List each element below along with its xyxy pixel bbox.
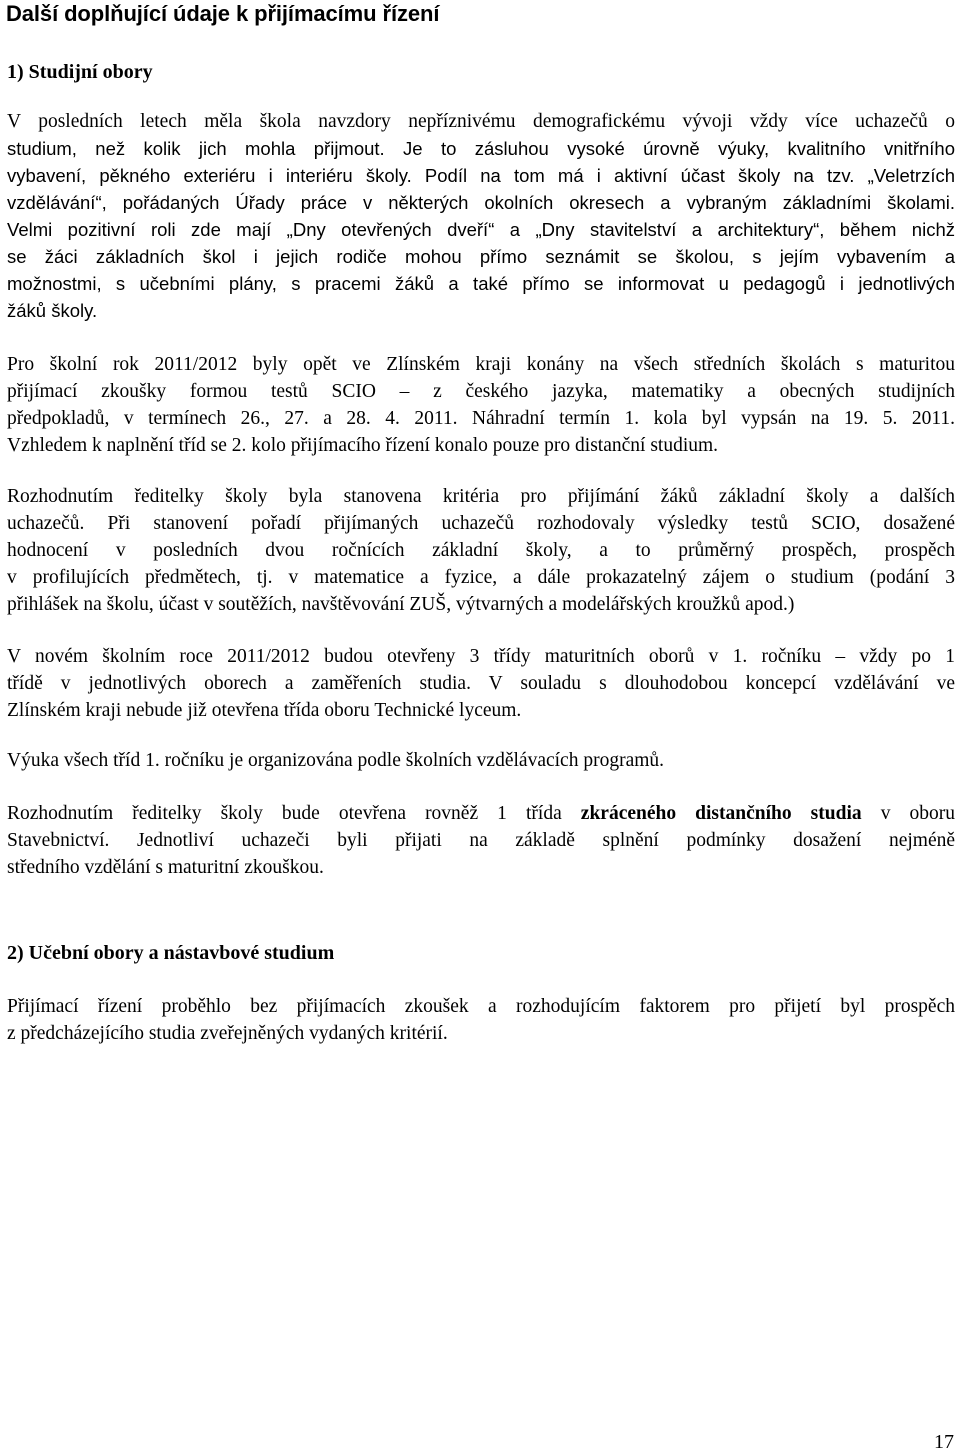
text-line: z předcházejícího studia zveřejněných vydaných kritérií. (7, 1023, 448, 1044)
paragraph-curriculum (7, 747, 955, 774)
text-line: Přijímací řízení proběhlo bez přijímacích zkoušek a rozhodujícím faktorem pro přijetí byl prospěch (7, 996, 955, 1017)
section-heading-studijni-obory: 1) Studijní obory (7, 61, 153, 83)
text-line: Výuka všech tříd 1. ročníku je organizována podle školních vzdělávacích programů. (7, 750, 665, 771)
emphasis-distance-study: zkráceného distančního studia (580, 803, 862, 824)
text-line: uchazečů. Při stanovení pořadí přijímaných uchazečů rozhodovaly výsledky testů SCIO, dosažené (7, 513, 955, 534)
text-line: možnostmi, s učebními plány, s pracemi žáků a také přímo se informovat u pedagogů i jednotlivých (7, 273, 955, 294)
text-line: vzdělávání“, pořádaných Úřady práce v některých okolních okresech a vybraným základními školami. (7, 192, 955, 213)
text-line: středního vzdělání s maturitní zkouškou. (7, 857, 324, 878)
text-line: se žáci základních škol i jejich rodiče mohou přímo seznámit se školou, s jejím vybavením a (7, 246, 955, 267)
text-line: třídě v jednotlivých oborech a zaměřeních studia. V souladu s dlouhodobou koncepcí vzdělávání ve (7, 673, 955, 694)
paragraph-intro (7, 108, 955, 324)
text-line: předpokladů, v termínech 26., 27. a 28. 4. 2011. Náhradní termín 1. kola byl vypsán na 19. 5. 2011. (7, 408, 955, 429)
paragraph-distance-study (7, 800, 955, 881)
text-span: v oboru (880, 803, 955, 824)
text-line (7, 800, 955, 827)
text-line: přijímací zkoušky formou testů SCIO – z českého jazyka, matematiky a obecných studijních (7, 381, 955, 402)
text-line: Rozhodnutím ředitelky školy byla stanovena kritéria pro přijímání žáků základní školy a dalších (7, 486, 955, 507)
document-title: Další doplňující údaje k přijímacímu řízení (6, 1, 440, 26)
paragraph-new-classes (7, 643, 955, 724)
section-heading-ucebni-obory: 2) Učební obory a nástavbové studium (7, 942, 335, 964)
text-line: žáků školy. (7, 300, 98, 321)
text-line: Zlínském kraji nebude již otevřena třída oboru Technické lyceum. (7, 700, 522, 721)
paragraph-criteria (7, 483, 955, 618)
text-line: studium, než kolik jich mohla přijmout. Je to zásluhou vysoké úrovně výuky, kvalitního vnitřního (7, 138, 955, 159)
text-span: Rozhodnutím ředitelky školy bude otevřena rovněž 1 třída (7, 803, 562, 824)
text-line: Velmi pozitivní roli zde mají „Dny otevřených dveří“ a „Dny stavitelství a architektury“, během nichž (7, 219, 955, 240)
text-line: Stavebnictví. Jednotliví uchazeči byli přijati na základě splnění podmínky dosažení nejméně (7, 830, 955, 851)
text-line: Vzhledem k naplnění tříd se 2. kolo přijímacího řízení konalo pouze pro distanční studium. (7, 435, 719, 456)
text-line: Pro školní rok 2011/2012 byly opět ve Zlínském kraji konány na všech středních školách s maturitou (7, 354, 955, 375)
page-number: 17 (934, 1431, 954, 1453)
text-line: v profilujících předmětech, tj. v matematice a fyzice, a dále prokazatelný zájem o studium (podání 3 (7, 567, 955, 588)
paragraph-admission-no-exams (7, 993, 955, 1047)
text-line: vybavení, pěkného exteriéru i interiéru školy. Podíl na tom má i aktivní účast školy na tzv. „Veletrzích (7, 165, 955, 186)
paragraph-scio-exams (7, 351, 955, 459)
text-line: V novém školním roce 2011/2012 budou otevřeny 3 třídy maturitních oborů v 1. ročníku – vždy po 1 (7, 646, 955, 667)
text-line: přihlášek na školu, účast v soutěžích, navštěvování ZUŠ, výtvarných a modelářských kroužků apod.) (7, 594, 795, 615)
text-line: hodnocení v posledních dvou ročnících základní školy, a to průměrný prospěch, prospěch (7, 540, 955, 561)
text-line: V posledních letech měla škola navzdory nepříznivému demografickému vývoji vždy více uchazečů o (7, 111, 955, 132)
